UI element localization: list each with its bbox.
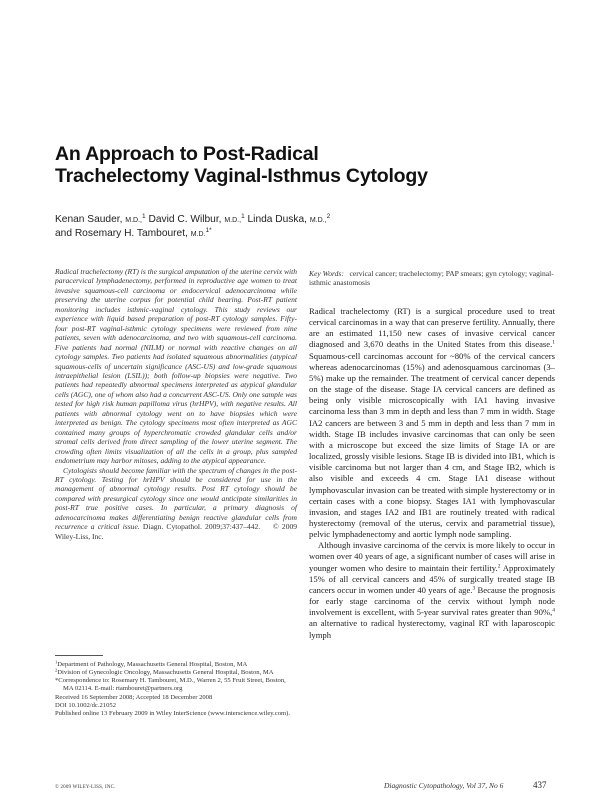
affiliation-marker: 1: [241, 213, 245, 220]
author-degree: M.D.,: [309, 217, 327, 224]
keywords: [309, 269, 555, 288]
affiliation-marker: 1: [142, 213, 146, 220]
body-text-run: Squamous-cell carcinomas account for ~80% of the cervical cancers whereas adenocarcinomas (15%) and adenosquamous carcinomas (3–5%) make up the remainder. The treatment of cervical cancer depends on the stage of the disease. Stage IA cervical cancers are defined as being only visible microscopically with IA1 having invasive carcinoma less than 3 mm in depth and less than 7 mm in width. Stage IA2 cancers are between 3 and 5 mm in depth and less than 7 mm in width. Stage IB includes invasive carcinomas that can only be seen with a microscope but exceed the size limits of Stage IA or are localized, grossly visible lesions. Stage IB is divided into IB1, which is visible carcinoma but not larger than 4 cm, and Stage IB2, which is also visible and exceeds 4 cm. Stage IA1 disease without lymphovascular invasion can be treated with simple hysterectomy or in certain cases with a cone biopsy. Stages IA1 with lymphovascular invasion, and stages IA2 and IB1 are routinely treated with radical hysterectomy (removal of the uterus, cervix and parametrial tissue), pelvic lymphadenectomy and aortic lymph node sampling.: [309, 350, 555, 540]
affiliation-marker: 1*: [205, 227, 212, 234]
footnote: DOI 10.1002/dc.21052: [55, 701, 116, 709]
author-degree: M.D.,: [125, 217, 142, 224]
body-text-run: Although invasive carcinoma of the cervix is more likely to occur in women over 40 years of age, a significant number of cases will arise in younger women who desire to maintain their fertility.: [309, 540, 555, 573]
footnote-text: Division of Gynecologic Oncology, Massachusetts General Hospital, Boston, MA: [57, 669, 274, 677]
footnote-text: Department of Pathology, Massachusetts General Hospital, Boston, MA: [57, 661, 248, 668]
body-paragraph: [309, 306, 555, 540]
abstract-paragraph-2: [55, 466, 297, 542]
footnote: *Correspondence to: Rosemary H. Tambouret, M.D., Warren 2, 55 Fruit Street, Boston, MA 02114. E-mail: rtambouret@partners.org: [55, 677, 286, 693]
body-paragraph: [309, 540, 555, 640]
keywords-label: Key Words:: [309, 269, 344, 278]
body-text: [309, 306, 555, 641]
affiliation-marker: 2: [326, 213, 331, 220]
footnote: [55, 661, 293, 669]
author-name: Kenan Sauder,: [55, 214, 123, 225]
reference-marker: 4: [552, 607, 555, 614]
body-text-run: Radical trachelectomy (RT) is a surgical procedure used to treat cervical carcinomas in a way that can preserve fertility. Annually, there are an estimated 11,150 new cases of invasive cervical cancer diagnosed and 3,670 deaths in the United States from this disease.: [309, 306, 555, 350]
body-text-run: Approximately 15% of all cervical cancers and 45% of surgically treated stage IB cancers occur in women under 40 years of age.: [309, 562, 555, 595]
footer-copyright: © 2009 WILEY-LISS, INC.: [55, 785, 116, 790]
body-text-run: Because the prognosis for early stage carcinoma of the cervix without lymph node involvement is excellent, with 5-year survival rates greater than 90%,: [309, 584, 555, 618]
article-title: An Approach to Post-Radical Trachelectomy Vaginal-Isthmus Cytology: [55, 143, 428, 187]
footnote-marker: 1: [55, 659, 58, 665]
abstract-paragraph-text: Cytologists should become familiar with the spectrum of changes in the post-RT cytology. Testing for hrHPV should be considered for use in the management of abnormal cytology results. Post RT cytology should be compared with presurgical cytology since one would anticipate similarities in post-RT true positive cases. In particular, a primary diagnosis of adenocarcinoma makes differentiating benign reactive glandular cells from recurrence a critical issue.: [55, 465, 297, 532]
page-number: 437: [533, 780, 547, 790]
footnote: [55, 669, 293, 677]
author-degree: M.D.: [190, 231, 206, 238]
author-degree: M.D.,: [224, 217, 242, 224]
abstract: [55, 267, 297, 541]
reference-marker: 2: [497, 563, 501, 570]
footer-journal: Diagnostic Cytopathology, Vol 37, No 6: [384, 781, 504, 790]
footnote: Received 16 September 2008; Accepted 18 December 2008: [55, 693, 213, 701]
keywords-text: cervical cancer; trachelectomy; PAP smears; gyn cytology; vaginal-isthmic anastomosis: [309, 269, 554, 288]
author-name: and Rosemary H. Tambouret,: [55, 228, 188, 239]
reference-marker: 1: [552, 339, 555, 346]
author-name: David C. Wilbur,: [145, 214, 222, 225]
footnote: Published online 13 February 2009 in Wiley InterScience (www.interscience.wiley.com).: [55, 709, 290, 717]
reference-marker: 3: [472, 585, 476, 592]
footnotes: [55, 661, 293, 718]
abstract-citation: Diagn. Cytopathol. 2009;37:437–442.: [142, 522, 261, 532]
body-text-run: an alternative to radical hysterectomy, vaginal RT with laparoscopic lymph: [309, 618, 555, 640]
abstract-copyright: © 2009 Wiley-Liss, Inc.: [55, 522, 298, 541]
author-list: [55, 213, 515, 241]
footnote-marker: 2: [55, 667, 58, 673]
abstract-paragraph: Radical trachelectomy (RT) is the surgical amputation of the uterine cervix with paracervical lymphadenectomy, performed in reproductive age women to treat invasive squamous-cell carcinoma or endocervical adenocarcinoma while preserving the uterine corpus for potential child bearing. Post-RT patient monitoring includes isthmic-vaginal cytology. This study reviews our experience with liquid based preparation of post-RT cytology samples. Fifty-four post-RT vaginal-isthmic cytology specimens were reviewed from nine patients, seven with adenocarcinoma, and two with squamous-cell carcinoma. Five patients had normal (NILM) or normal with reactive changes on all cytology samples. Two patients had isolated squamous abnormalities (atypical squamous-cells of uncertain significance (ASC-US) and low-grade squamous intraepithelial lesion (LSIL)); both follow-up biopsies were negative. Two patients had repeatedly abnormal specimens interpreted as atypical glandular cells (AGC), one of whom also had a concurrent ASC-US. Only one sample was tested for high risk human papilloma virus (hrHPV), with negative results. All patients with abnormal cytology went on to have biopsies which were interpreted as benign. The cytology specimens most often interpreted as AGC contained many groups of hyperchromatic crowded glandular cells and/or stromal cells derived from direct sampling of the lower uterine segment. The crowding often limits visualization of all the cells in a group, plus sampled endometrium may harbor mitoses, adding to the atypical appearance.: [55, 267, 297, 466]
footnote-divider: [55, 655, 103, 656]
author-name: Linda Duska,: [244, 214, 307, 225]
